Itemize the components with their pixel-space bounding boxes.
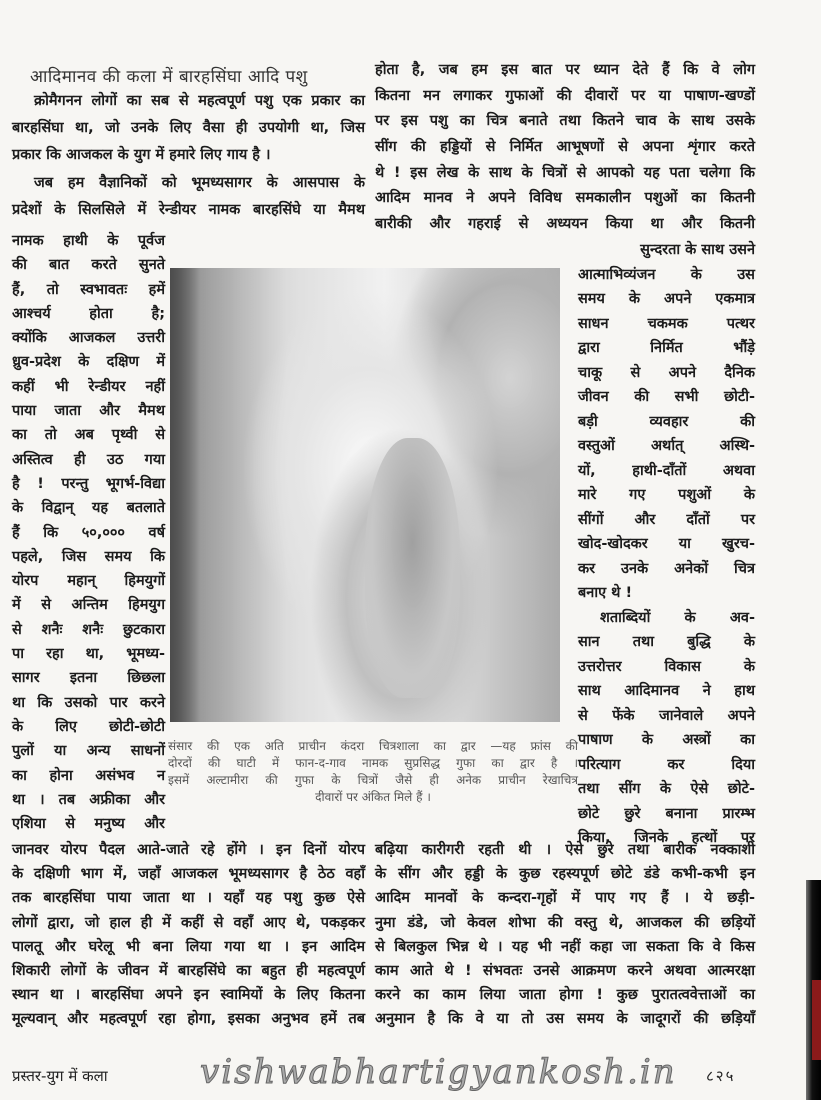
top-left-text [12, 88, 365, 224]
text-line: वस्तुओं अर्थात् अस्थि- [578, 438, 755, 454]
photo-rock-formation [365, 438, 460, 698]
text-line: बढ़िया कारीगरी रहती थी । ऐसे छुरे तथा बारीक नक्काशी [375, 842, 755, 858]
text-line: का होना असंभव न [12, 767, 165, 784]
text-line: जानवर योरप पैदल आते-जाते रहे होंगे । इन दिनों योरप [12, 842, 365, 858]
text-line: पाषाण के अस्त्रों का [578, 732, 755, 748]
caption-line: दोरदों की घाटी में फान-द-गाव नामक सुप्रसिद्ध गुफा का द्वार है । [168, 756, 578, 770]
text-line: सींग की हड्डियों से निर्मित आभूषणों से अपना शृंगार करते [375, 139, 755, 156]
text-line: क्योंकि आजकल उत्तरी [12, 330, 165, 347]
text-line: में से अन्तिम हिमयुग [12, 597, 165, 614]
text-line: एशिया से मनुष्य और [12, 816, 165, 833]
text-line: ध्रुव-प्रदेश के दक्षिण में [12, 354, 165, 371]
text-line: छोटे छुरे बनाना प्रारम्भ [578, 805, 755, 822]
text-line: से शनैः शनैः छुटकारा [12, 621, 165, 638]
text-line: सागर इतना छिछला [12, 670, 165, 687]
text-line: स्थान था । बारहसिंघा अपने इन स्वामियों के लिए कितना [12, 987, 365, 1004]
caption-line: संसार की एक अति प्राचीन कंदरा चित्रशाला का द्वार —यह फ्रांस की [168, 739, 578, 753]
text-line: पहले, जिस समय कि [12, 548, 165, 565]
text-line: आदिम मानव ने अपने विविध समकालीन पशुओं का कितनी [375, 190, 755, 207]
text-line: कितना मन लगाकर गुफाओं की दीवारों पर या पाषाण-खण्डों [375, 87, 755, 104]
text-line: होता है, जब हम इस बात पर ध्यान देते हैं कि वे लोग [375, 62, 755, 78]
text-line: परित्याग कर दिया [578, 756, 755, 773]
text-line: सुन्दरता के साथ उसने [640, 242, 755, 258]
text-line: बड़ी व्यवहार की [578, 413, 755, 430]
text-line: है ! परन्तु भूगर्भ-विद्या [12, 475, 165, 492]
text-line: से फेंके जानेवाले अपने [578, 707, 755, 724]
page-number: ८२५ [706, 1067, 736, 1085]
text-line: खोद-खोदकर या खुरच- [578, 536, 755, 552]
text-line: सान तथा बुद्धि के [578, 634, 755, 650]
text-line: की बात करते सुनते [12, 257, 165, 274]
photo-caption [168, 738, 578, 806]
text-line: तक बारहसिंघा पाया जाता था । यहाँ यह पशु कुछ ऐसे [12, 890, 365, 907]
text-line: साधन चकमक पत्थर [578, 315, 755, 332]
text-line: जीवन की सभी छोटी- [578, 389, 755, 405]
cave-entrance-photo [170, 268, 560, 722]
right-narrow-text [578, 238, 755, 851]
text-line: हैं, तो स्वभावतः हमें [12, 281, 165, 298]
text-line: था कि उसको पार करने [12, 694, 165, 711]
text-line: मूल्यवान् और महत्वपूर्ण रहा होगा, इसका अनुभव हमें तब [12, 1011, 365, 1028]
text-line: शताब्दियों के अव- [600, 609, 755, 626]
running-footer-title: प्रस्तर-युग में कला [12, 1067, 108, 1085]
text-line: पर इस पशु का चित्र बनाते तथा कितने चाव के साथ उसके [375, 113, 755, 130]
text-line: आत्माभिव्यंजन के उस [578, 266, 755, 283]
text-line: पालतू और घरेलू भी बना लिया गया था । इन आदिम [12, 938, 365, 955]
text-line: के लिए छोटी-छोटी [12, 718, 165, 735]
text-line: थे ! इस लेख के साथ के चित्रों से आपको यह पता चलेगा कि [375, 164, 755, 181]
text-line: किया, जिनके हत्थों पर [578, 830, 755, 846]
text-line: समय के अपने एकमात्र [578, 291, 755, 307]
book-edge [806, 880, 821, 1100]
text-line: योरप महान् हिमयुगों [12, 573, 165, 590]
article-heading: आदिमानव की कला में बारहसिंघा आदि पशु [30, 67, 308, 87]
text-line: का तो अब पृथ्वी से [12, 427, 165, 444]
text-line: के विद्वान् यह बतलाते [12, 500, 165, 517]
text-line: पुलों या अन्य साधनों [12, 743, 165, 760]
text-line: नामक हाथी के पूर्वज [12, 233, 165, 249]
caption-line: दीवारों पर अंकित मिले हैं । [315, 790, 431, 804]
text-line: प्रदेशों के सिलसिले में रेन्डीयर नामक बारहसिंघे या मैमथ [12, 201, 365, 218]
text-line: काम आते थे ! संभवतः उनसे आक्रमण करने अथवा आत्मरक्षा [375, 962, 755, 979]
text-line: के दक्षिणी भाग में, जहाँ आजकल भूमध्यसागर है ठेठ वहाँ [12, 866, 365, 883]
top-right-text [375, 58, 755, 238]
text-line: क्रोमैगनन लोगों का सब से महत्वपूर्ण पशु एक प्रकार का [34, 93, 365, 109]
caption-line: इसमें अल्टामीरा की गुफा के चित्रों जैसे ही अनेक प्राचीन रेखाचित्र [168, 773, 578, 787]
text-line: बारीकी और गहराई से अध्ययन किया था और कितनी [375, 216, 755, 233]
text-line: चाकू से अपने दैनिक [578, 364, 755, 381]
text-line: बारहसिंघा था, जो उनके लिए वैसा ही उपयोगी था, जिस [12, 120, 365, 137]
text-line: नुमा डंडे, जो केवल शोभा की वस्तु थे, आजकल की छड़ियों [375, 914, 755, 931]
watermark: vishwabhartigyankosh.in [200, 1052, 677, 1092]
text-line: सींगों और दाँतों पर [578, 511, 755, 528]
text-line: के सींग और हड्डी के कुछ रहस्यपूर्ण छोटे डंडे कभी-कभी इन [375, 866, 755, 883]
text-line: जब हम वैज्ञानिकों को भूमध्यसागर के आसपास के [34, 174, 365, 191]
text-line: यों, हाथी-दाँतों अथवा [578, 462, 755, 479]
text-line: पाया जाता और मैमथ [12, 403, 165, 420]
text-line: तथा सींग के ऐसे छोटे- [578, 781, 755, 797]
text-line: शिकारी लोगों के जीवन में बारहसिंघे का बहुत ही महत्वपूर्ण [12, 962, 365, 979]
book-edge-red [812, 980, 821, 1060]
text-line: मारे गए पशुओं के [578, 487, 755, 503]
text-line: साथ आदिमानव ने हाथ [578, 683, 755, 699]
text-line: पा रहा था, भूमध्य- [12, 646, 165, 663]
text-line: कहीं भी रेन्डीयर नहीं [12, 378, 165, 395]
left-narrow-text [12, 229, 165, 836]
text-line: लोगों द्वारा, जो हाल ही में कहीं से वहाँ आए थे, पकड़कर [12, 914, 365, 931]
text-line: अनुमान है कि वे या तो उस समय के जादूगरों की छड़ियाँ [375, 1011, 755, 1028]
text-line: करने का काम लिया जाता होगा ! कुछ पुरातत्ववेत्ताओं का [375, 987, 755, 1004]
bottom-right-text [375, 838, 755, 1032]
text-line: हैं कि ५०,००० वर्ष [12, 524, 165, 541]
text-line: अस्तित्व ही उठ गया [12, 451, 165, 468]
text-line: बनाए थे ! [578, 585, 633, 601]
text-line: द्वारा निर्मित भौंड़े [578, 340, 755, 356]
text-line: आदिम मानवों के कन्दरा-गृहों में पाए गए हैं । ये छड़ी- [375, 890, 755, 907]
text-line: से बिलकुल भिन्न थे । यह भी नहीं कहा जा सकता कि वे किस [375, 938, 755, 955]
bottom-left-text [12, 838, 365, 1032]
text-line: कर उनके अनेकों चित्र [578, 560, 755, 577]
photo-shadow [170, 268, 200, 722]
text-line: प्रकार कि आजकल के युग में हमारे लिए गाय है । [12, 147, 271, 164]
text-line: आश्चर्य होता है; [12, 305, 165, 322]
text-line: था । तब अफ्रीका और [12, 791, 165, 808]
text-line: उत्तरोत्तर विकास के [578, 658, 755, 675]
